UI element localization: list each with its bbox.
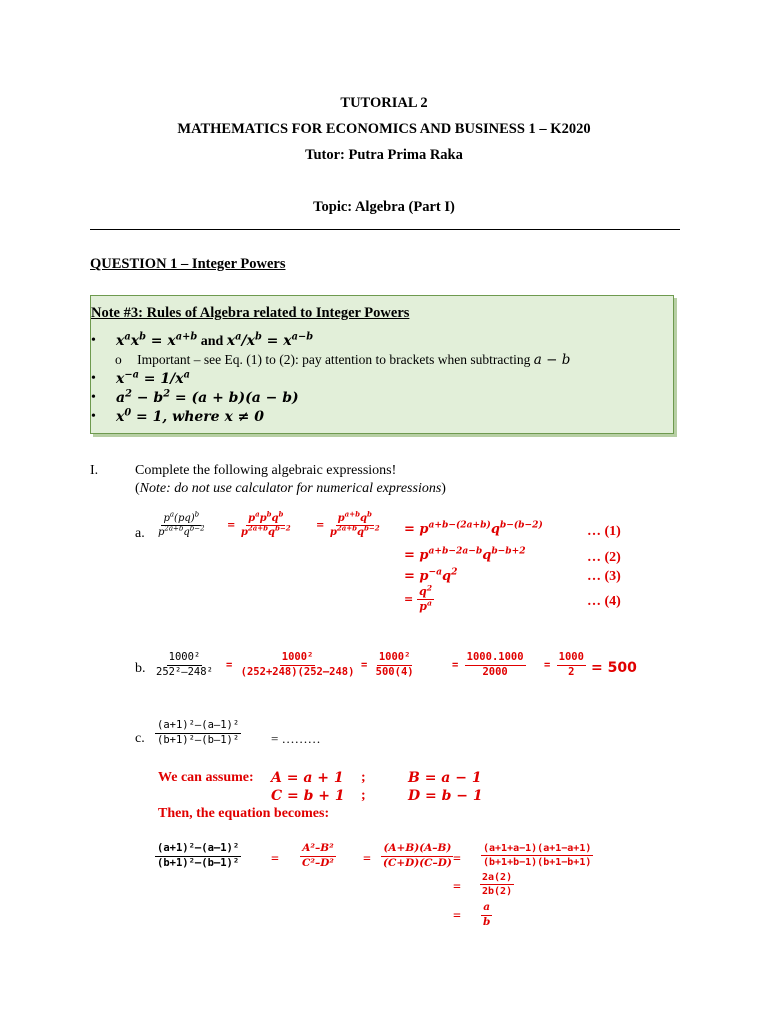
section-note-text: Note: do not use calculator for numerical expressions [139, 481, 442, 496]
section-note [135, 481, 446, 497]
header-divider [90, 229, 680, 230]
part-c-step3-den: (b+1+b−1)(b+1−b+1) [483, 857, 592, 868]
eq-label-2: … (2) [587, 550, 621, 565]
part-a-step2: = $\frac{p^{a+b}q^b}{p^{2a+b}q^{b-2}}$ [316, 509, 380, 538]
part-b-label: b. [135, 661, 146, 676]
part-c-eq-lhs [155, 843, 241, 869]
part-b-step1-den: (252+248)(252–248) [240, 665, 355, 678]
part-a-step1: = $\frac{p^ap^bq^b}{p^{2a+b}q^{b-2}}$ [227, 509, 291, 538]
rule-difference-squares: • $a^2 - b^2 = (a + b)(a - b)$ [91, 388, 299, 406]
part-c-step2-den: (C+D)(C–D) [383, 856, 452, 869]
note-title: Note #3: Rules of Algebra related to Integer Powers [91, 305, 410, 321]
equals-1: = [271, 852, 279, 867]
rule-negative-power: • $x^{-a} = 1/x^a$ [91, 369, 190, 387]
bullet-glyph: • [91, 333, 96, 348]
part-b-result: = 500 [591, 660, 637, 676]
part-a-label: a. [135, 526, 145, 541]
semicolon-1: ; [361, 770, 366, 785]
rule1-and: and [197, 334, 227, 349]
eq-label-4: … (4) [587, 594, 621, 609]
part-c-step4-num: 2a(2) [482, 872, 513, 883]
question-heading: QUESTION 1 – Integer Powers [90, 256, 286, 272]
part-b-step2: = $\frac{\text{1000²}}{500(4)}$ [361, 651, 414, 678]
part-b-step2-den: 500(4) [375, 665, 414, 678]
part-c-lhs-num: (a+1)²–(a–1)² [155, 720, 241, 734]
bullet-glyph: • [91, 390, 96, 405]
part-c-step1-den: C²–D² [302, 856, 334, 869]
rule-power-product: • $x^ax^b = x^{a+b}$ and $x^a/x^b = x^{a-b}$ [91, 331, 314, 349]
paren-close: ) [441, 481, 446, 496]
part-b-step1: = $\frac{\text{1000²}}{(252+248)(252-248)}$ [226, 651, 355, 678]
part-b-lhs-num: 1000² [167, 652, 203, 666]
rule5-condition: , where x ≠ 0 [162, 409, 265, 425]
part-b-lhs [154, 652, 215, 678]
part-c-eq-lhs-num: (a+1)²–(a–1)² [155, 843, 241, 857]
part-b-step1-num: 1000² [280, 652, 316, 666]
subnote-text: Important – see Eq. (1) to (2): pay attention to brackets when subtracting [137, 352, 534, 367]
part-c-step5-den: b [483, 915, 491, 928]
def-B: B = a − 1 [408, 770, 482, 786]
def-A: A = a + 1 [271, 770, 344, 786]
rule-zero-power: • $x^0 = 1$, where x ≠ 0 [91, 407, 265, 425]
part-c-step2 [381, 843, 454, 869]
part-c-step3 [481, 843, 593, 868]
eq-label-1: … (1) [587, 524, 621, 539]
def-C: C = b + 1 [271, 788, 345, 804]
topic-line: Topic: Algebra (Part I) [313, 199, 455, 215]
part-a-eq1: = $p^{a+b-(2a+b)}q^{b-(b-2)}$ [404, 519, 543, 537]
part-c-lhs-den: (b+1)²–(b–1)² [157, 733, 240, 746]
part-c-step5 [481, 902, 492, 928]
part-c-step2-num: (A+B)(A–B) [381, 843, 453, 857]
part-c-step1-num: A²–B² [300, 843, 335, 857]
paren-open: ( [135, 481, 140, 496]
part-b-step2-num: 1000² [377, 652, 413, 666]
part-a-eq3: = $p^{-a}q^2$ [404, 566, 458, 584]
equals-5: = [453, 909, 461, 924]
part-b-lhs-den: 252²–248² [156, 665, 213, 678]
part-c-step1 [300, 843, 336, 869]
part-b-step3-num: 1000.1000 [465, 652, 526, 666]
equals-2: = [363, 852, 371, 867]
part-c-step4-den: 2b(2) [482, 886, 513, 897]
bullet-glyph: • [91, 409, 96, 424]
semicolon-2: ; [361, 788, 366, 803]
part-c-lhs [155, 720, 241, 746]
course-title: MATHEMATICS FOR ECONOMICS AND BUSINESS 1 – K2020 [177, 121, 591, 137]
then-label: Then, the equation becomes: [158, 806, 330, 821]
part-a-lhs: $\frac{p^a(pq)^b}{p^{2a+b}q^{b-2}}$ [158, 510, 205, 538]
rule-subnote: o Important – see Eq. (1) to (2): pay attention to brackets when subtracting a − b [115, 352, 571, 368]
def-D: D = b − 1 [408, 788, 483, 804]
part-b-step4-den: 2 [568, 665, 575, 678]
part-a-eq4: = $\frac{q^2}{p^a}$ [404, 583, 433, 614]
equals-4: = [453, 880, 461, 895]
tutorial-title: TUTORIAL 2 [340, 95, 428, 111]
bullet-glyph: • [91, 371, 96, 386]
equals-3: = [453, 852, 461, 867]
part-c-blank: = ……… [271, 731, 321, 746]
part-a-eq2: = $p^{a+b-2a-b}q^{b-b+2}$ [404, 545, 526, 563]
section-numeral: I. [90, 463, 99, 478]
note-box [90, 295, 674, 434]
part-c-eq-lhs-den: (b+1)²–(b–1)² [157, 856, 240, 869]
tutor-line: Tutor: Putra Prima Raka [305, 147, 463, 163]
part-c-step3-num: (a+1+a−1)(a+1−a+1) [483, 843, 592, 854]
eq-label-3: … (3) [587, 569, 621, 584]
assume-label: We can assume: [158, 770, 254, 785]
section-instruction: Complete the following algebraic expressions! [135, 463, 397, 478]
part-b-step3: = $\frac{1000.1000}{2000}$ [452, 651, 524, 678]
part-c-label: c. [135, 731, 145, 746]
part-b-step3-den: 2000 [482, 665, 508, 678]
part-b-step4: = $\frac{1000}{2}$ [544, 651, 584, 678]
part-c-step5-num: a [481, 902, 492, 916]
part-c-step4 [480, 872, 514, 897]
sub-bullet-glyph: o [115, 352, 122, 367]
part-b-step4-num: 1000 [557, 652, 586, 666]
